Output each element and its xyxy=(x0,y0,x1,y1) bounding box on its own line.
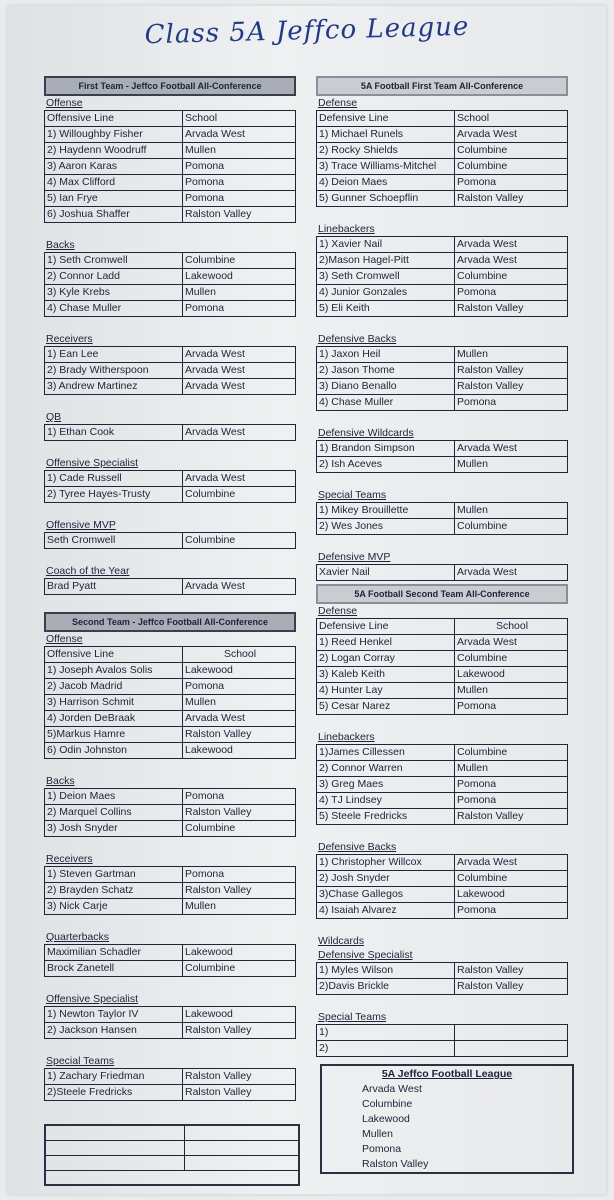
player-school: Mullen xyxy=(457,348,488,360)
player-school: Mullen xyxy=(457,458,488,470)
coach-title: Coach of the Year xyxy=(46,565,130,577)
table-row xyxy=(316,979,568,995)
player-name: 2) Jacob Madrid xyxy=(45,679,183,694)
player-name: Maximilian Schadler xyxy=(45,945,183,960)
empty-row xyxy=(46,1126,298,1141)
player-school: Arvada West xyxy=(185,712,245,724)
player-school: Columbine xyxy=(457,160,508,172)
player-name: 5) Eli Keith xyxy=(317,301,455,316)
player-school: Pomona xyxy=(185,302,225,314)
player-name: 2) Ish Aceves xyxy=(317,457,455,472)
player-school: Ralston Valley xyxy=(457,810,524,822)
player-name: 1) Ean Lee xyxy=(45,347,183,362)
blank-row xyxy=(316,825,568,840)
defense-title: Defense xyxy=(318,97,358,109)
player-school: Ralston Valley xyxy=(457,364,524,376)
blank-row xyxy=(44,503,296,518)
player-name: 2) Jackson Hansen xyxy=(45,1023,183,1038)
player-name: 2) Wes Jones xyxy=(317,519,455,534)
player-school: Lakewood xyxy=(185,744,233,756)
player-name: 1) Ethan Cook xyxy=(45,425,183,440)
table-header-row xyxy=(44,110,296,127)
defensive-mvp-title: Defensive MVP xyxy=(318,551,391,563)
table-row xyxy=(316,1041,568,1057)
defensive-backs-title: Defensive Backs xyxy=(318,333,397,345)
player-school: Ralston Valley xyxy=(457,964,524,976)
blank-row xyxy=(316,919,568,934)
player-name: 2) Josh Snyder xyxy=(317,871,455,886)
player-name: 2)Steele Fredricks xyxy=(45,1085,183,1100)
blank-row xyxy=(316,535,568,550)
school-header: School xyxy=(223,648,257,660)
player-school: Lakewood xyxy=(457,888,505,900)
player-name: 1) Reed Henkel xyxy=(317,635,455,650)
player-school: Columbine xyxy=(185,962,236,974)
player-name: 3) Josh Snyder xyxy=(45,821,183,836)
table-row xyxy=(316,667,568,683)
player-name: 3) Andrew Martinez xyxy=(45,379,183,394)
blank-row xyxy=(316,995,568,1010)
player-school: Pomona xyxy=(457,176,497,188)
second-team-defense-column xyxy=(316,584,568,1057)
player-name: 4) Chase Muller xyxy=(317,395,455,410)
player-school: Pomona xyxy=(185,868,225,880)
player-school: Arvada West xyxy=(185,364,245,376)
blank-row xyxy=(44,317,296,332)
player-name: 1) Steven Gartman xyxy=(45,867,183,882)
player-name: 2) Connor Warren xyxy=(317,761,455,776)
special-teams-title: Special Teams xyxy=(46,1055,115,1067)
table-row xyxy=(316,269,568,285)
player-school: Ralston Valley xyxy=(185,728,252,740)
player-name: 5) Ian Frye xyxy=(45,191,183,206)
table-row xyxy=(44,252,296,269)
blank-row xyxy=(44,759,296,774)
player-school: Arvada West xyxy=(457,636,517,648)
table-row xyxy=(44,821,296,837)
player-school: Arvada West xyxy=(457,566,517,578)
player-school: Pomona xyxy=(457,700,497,712)
empty-row xyxy=(46,1156,298,1171)
table-row xyxy=(44,363,296,379)
blank-row xyxy=(316,473,568,488)
player-name: 3) Nick Carje xyxy=(45,899,183,914)
table-row xyxy=(44,424,296,441)
player-name: 5)Markus Hamre xyxy=(45,727,183,742)
player-school: Mullen xyxy=(457,762,488,774)
player-name: Brock Zanetell xyxy=(45,961,183,976)
position-header: Offensive Line xyxy=(45,111,183,126)
player-school: Arvada West xyxy=(457,442,517,454)
player-name: 6) Joshua Shaffer xyxy=(45,207,183,222)
table-row xyxy=(44,470,296,487)
table-row xyxy=(44,944,296,961)
quarterbacks-title: Quarterbacks xyxy=(46,931,110,943)
blank-row xyxy=(316,317,568,332)
blank-row xyxy=(44,915,296,930)
table-row xyxy=(316,744,568,761)
player-name: 2) Rocky Shields xyxy=(317,143,455,158)
offensive-mvp-title: Offensive MVP xyxy=(46,519,116,531)
player-name: 1) Xavier Nail xyxy=(317,237,455,252)
player-school: Mullen xyxy=(457,684,488,696)
table-row xyxy=(44,1023,296,1039)
table-row xyxy=(316,871,568,887)
table-row xyxy=(316,887,568,903)
player-school: Lakewood xyxy=(185,1008,233,1020)
player-school: Columbine xyxy=(185,254,236,266)
player-name: 2)Davis Brickle xyxy=(317,979,455,994)
blank-row xyxy=(44,1039,296,1054)
team-header: 5A Football Second Team All-Conference xyxy=(316,584,568,604)
player-school xyxy=(455,1025,567,1040)
player-school: Arvada West xyxy=(185,128,245,140)
player-name: 1) Deion Maes xyxy=(45,789,183,804)
table-row xyxy=(316,457,568,473)
table-row xyxy=(316,962,568,979)
player-name: 1) Newton Taylor IV xyxy=(45,1007,183,1022)
player-name: 3) Harrison Schmit xyxy=(45,695,183,710)
league-school: Columbine xyxy=(362,1098,413,1110)
league-school: Pomona xyxy=(362,1143,402,1155)
player-name: 2) Tyree Hayes-Trusty xyxy=(45,487,183,502)
table-row xyxy=(44,285,296,301)
player-school: Pomona xyxy=(457,794,497,806)
table-row xyxy=(316,564,568,581)
defensive-backs-title: Defensive Backs xyxy=(318,841,397,853)
table-row xyxy=(316,1024,568,1041)
school-header: School xyxy=(457,112,490,124)
table-row xyxy=(316,683,568,699)
position-header: Offensive Line xyxy=(45,647,183,662)
player-school: Columbine xyxy=(185,488,236,500)
player-school: Pomona xyxy=(457,286,497,298)
table-row xyxy=(316,635,568,651)
table-row xyxy=(316,143,568,159)
blank-row xyxy=(44,837,296,852)
second-team-offense-column xyxy=(44,612,296,1101)
player-name: 4) Jorden DeBraak xyxy=(45,711,183,726)
defensive-specialist-title: Defensive Specialist xyxy=(318,949,413,961)
player-school: Pomona xyxy=(185,176,225,188)
player-school: Columbine xyxy=(457,652,508,664)
table-row xyxy=(316,903,568,919)
player-name: 1) Mikey Brouillette xyxy=(317,503,455,518)
receivers-title: Receivers xyxy=(46,333,93,345)
player-school: Mullen xyxy=(185,286,216,298)
player-name: 1) Brandon Simpson xyxy=(317,441,455,456)
league-box xyxy=(320,1064,574,1174)
player-school: Ralston Valley xyxy=(457,980,524,992)
table-row xyxy=(44,143,296,159)
player-name: 3)Chase Gallegos xyxy=(317,887,455,902)
player-school: Mullen xyxy=(185,900,216,912)
blank-row xyxy=(44,977,296,992)
player-name: 4) Isaiah Alvarez xyxy=(317,903,455,918)
player-name: 2) Connor Ladd xyxy=(45,269,183,284)
player-name: 2) Haydenn Woodruff xyxy=(45,143,183,158)
player-school: Ralston Valley xyxy=(185,1070,252,1082)
team-header: First Team - Jeffco Football All-Conference xyxy=(44,76,296,96)
player-school: Mullen xyxy=(457,504,488,516)
player-name: 3) Diano Benallo xyxy=(317,379,455,394)
offense-title: Offense xyxy=(46,633,83,645)
league-school: Ralston Valley xyxy=(362,1158,429,1170)
player-school: Pomona xyxy=(185,680,225,692)
player-school: Columbine xyxy=(457,270,508,282)
table-row xyxy=(316,236,568,253)
player-name: 2) Brayden Schatz xyxy=(45,883,183,898)
team-header: 5A Football First Team All-Conference xyxy=(316,76,568,96)
player-school: Lakewood xyxy=(185,270,233,282)
player-school: Arvada West xyxy=(457,856,517,868)
backs-title: Backs xyxy=(46,775,75,787)
player-name: 2) Jason Thome xyxy=(317,363,455,378)
player-school: Ralston Valley xyxy=(185,806,252,818)
table-row xyxy=(44,532,296,549)
table-row xyxy=(44,805,296,821)
player-name: 1) Joseph Avalos Solis xyxy=(45,663,183,678)
player-name: 2) Brady Witherspoon xyxy=(45,363,183,378)
table-row xyxy=(44,727,296,743)
table-row xyxy=(44,346,296,363)
table-row xyxy=(316,379,568,395)
table-row xyxy=(44,663,296,679)
player-school: Arvada West xyxy=(185,380,245,392)
player-name: 5) Cesar Narez xyxy=(317,699,455,714)
player-name: 3) Kaleb Keith xyxy=(317,667,455,682)
player-school: Arvada West xyxy=(457,128,517,140)
player-name: 1) Michael Runels xyxy=(317,127,455,142)
player-school: Arvada West xyxy=(185,348,245,360)
table-row xyxy=(44,1068,296,1085)
player-name: 1) Christopher Willcox xyxy=(317,855,455,870)
player-name: 1) Jaxon Heil xyxy=(317,347,455,362)
player-school: Columbine xyxy=(457,746,508,758)
school-header: School xyxy=(185,112,218,124)
player-school: Ralston Valley xyxy=(185,1024,252,1036)
table-row xyxy=(44,883,296,899)
position-header: Defensive Line xyxy=(317,111,455,126)
player-name: 1) Cade Russell xyxy=(45,471,183,486)
first-team-offense-column xyxy=(44,76,296,595)
player-school: Pomona xyxy=(185,160,225,172)
table-row xyxy=(44,961,296,977)
first-team-defense-column xyxy=(316,76,568,581)
table-row xyxy=(44,743,296,759)
table-row xyxy=(44,788,296,805)
blank-row xyxy=(316,207,568,222)
table-row xyxy=(316,191,568,207)
offensive-specialist-title: Offensive Specialist xyxy=(46,993,139,1005)
player-school: Pomona xyxy=(457,396,497,408)
team-header: Second Team - Jeffco Football All-Conference xyxy=(44,612,296,632)
player-name: 2) Logan Corray xyxy=(317,651,455,666)
wildcards-title: Wildcards xyxy=(318,935,365,947)
player-name: 4) TJ Lindsey xyxy=(317,793,455,808)
table-row xyxy=(316,440,568,457)
player-name: 4) Deion Maes xyxy=(317,175,455,190)
linebackers-title: Linebackers xyxy=(318,223,375,235)
table-row xyxy=(44,866,296,883)
table-row xyxy=(44,207,296,223)
table-header-row xyxy=(44,646,296,663)
table-row xyxy=(44,159,296,175)
league-title: 5A Jeffco Football League xyxy=(381,1068,513,1080)
player-school: Ralston Valley xyxy=(457,192,524,204)
table-row xyxy=(316,519,568,535)
player-school: Arvada West xyxy=(185,472,245,484)
qb-title: QB xyxy=(46,411,62,423)
player-name: 3) Kyle Krebs xyxy=(45,285,183,300)
player-name: 1) xyxy=(317,1025,455,1040)
offensive-specialist-title: Offensive Specialist xyxy=(46,457,139,469)
blank-row xyxy=(44,395,296,410)
table-row xyxy=(316,253,568,269)
player-name: 5) Steele Fredricks xyxy=(317,809,455,824)
special-teams-title: Special Teams xyxy=(318,1011,387,1023)
player-school: Ralston Valley xyxy=(185,208,252,220)
player-school: Pomona xyxy=(457,904,497,916)
player-name: 4) Hunter Lay xyxy=(317,683,455,698)
league-school: Lakewood xyxy=(362,1113,410,1125)
table-row xyxy=(316,793,568,809)
player-name: Brad Pyatt xyxy=(45,579,183,594)
player-school: Arvada West xyxy=(185,580,245,592)
empty-row xyxy=(46,1141,298,1156)
table-row xyxy=(316,777,568,793)
player-school: Ralston Valley xyxy=(457,380,524,392)
table-row xyxy=(44,1085,296,1101)
table-row xyxy=(316,127,568,143)
table-row xyxy=(316,699,568,715)
player-name: 3) Seth Cromwell xyxy=(317,269,455,284)
empty-table-box xyxy=(44,1124,300,1186)
player-name: 3) Greg Maes xyxy=(317,777,455,792)
table-row xyxy=(316,346,568,363)
player-name: 6) Odin Johnston xyxy=(45,743,183,758)
player-school: Lakewood xyxy=(457,668,505,680)
table-row xyxy=(316,175,568,191)
player-school: Ralston Valley xyxy=(457,302,524,314)
player-name: 1) Zachary Friedman xyxy=(45,1069,183,1084)
player-name: 2) Marquel Collins xyxy=(45,805,183,820)
player-school: Mullen xyxy=(185,696,216,708)
table-row xyxy=(44,578,296,595)
player-school: Ralston Valley xyxy=(185,884,252,896)
table-row xyxy=(316,363,568,379)
backs-title: Backs xyxy=(46,239,75,251)
player-school: Columbine xyxy=(457,144,508,156)
player-name: 2)Mason Hagel-Pitt xyxy=(317,253,455,268)
player-school: Pomona xyxy=(185,790,225,802)
position-header: Defensive Line xyxy=(317,619,455,634)
table-row xyxy=(316,301,568,317)
offense-title: Offense xyxy=(46,97,83,109)
table-row xyxy=(44,1006,296,1023)
player-school: Arvada West xyxy=(185,426,245,438)
player-school: Columbine xyxy=(185,534,236,546)
player-name: 4) Junior Gonzales xyxy=(317,285,455,300)
table-row xyxy=(44,301,296,317)
player-name: 1) Willoughby Fisher xyxy=(45,127,183,142)
player-school: Lakewood xyxy=(185,664,233,676)
table-row xyxy=(44,175,296,191)
table-row xyxy=(44,679,296,695)
table-row xyxy=(44,695,296,711)
table-row xyxy=(44,487,296,503)
player-school: Columbine xyxy=(457,872,508,884)
player-school: Columbine xyxy=(457,520,508,532)
player-name: 1) Seth Cromwell xyxy=(45,253,183,268)
special-teams-title: Special Teams xyxy=(318,489,387,501)
player-school: Pomona xyxy=(185,192,225,204)
player-school: Pomona xyxy=(457,778,497,790)
handwritten-title: Class 5A Jeffco League xyxy=(144,11,470,51)
league-school: Mullen xyxy=(362,1128,393,1140)
player-school: Arvada West xyxy=(457,238,517,250)
receivers-title: Receivers xyxy=(46,853,93,865)
table-row xyxy=(316,854,568,871)
player-name: 1)James Cillessen xyxy=(317,745,455,760)
blank-row xyxy=(316,411,568,426)
defensive-wildcards-title: Defensive Wildcards xyxy=(318,427,414,439)
table-row xyxy=(316,159,568,175)
player-school: Mullen xyxy=(185,144,216,156)
league-school-list xyxy=(322,1082,572,1172)
table-row xyxy=(44,379,296,395)
defense-title: Defense xyxy=(318,605,358,617)
player-name: 1) Myles Wilson xyxy=(317,963,455,978)
player-name: Xavier Nail xyxy=(317,565,455,580)
table-header-row xyxy=(316,110,568,127)
player-name: 3) Trace Williams-Mitchel xyxy=(317,159,455,174)
player-name: 5) Gunner Schoepflin xyxy=(317,191,455,206)
table-row xyxy=(44,899,296,915)
table-row xyxy=(316,285,568,301)
school-header: School xyxy=(495,620,529,632)
player-name: 3) Aaron Karas xyxy=(45,159,183,174)
table-row xyxy=(316,395,568,411)
table-row xyxy=(44,191,296,207)
player-school: Lakewood xyxy=(185,946,233,958)
player-school: Columbine xyxy=(185,822,236,834)
player-school: Ralston Valley xyxy=(185,1086,252,1098)
player-name: 2) xyxy=(317,1041,455,1056)
player-name: 4) Max Clifford xyxy=(45,175,183,190)
table-row xyxy=(316,651,568,667)
player-name: 4) Chase Muller xyxy=(45,301,183,316)
blank-row xyxy=(44,549,296,564)
linebackers-title: Linebackers xyxy=(318,731,375,743)
table-header-row xyxy=(316,618,568,635)
blank-row xyxy=(44,441,296,456)
player-school: Arvada West xyxy=(457,254,517,266)
blank-row xyxy=(44,223,296,238)
table-row xyxy=(316,502,568,519)
player-name: Seth Cromwell xyxy=(45,533,183,548)
table-row xyxy=(44,127,296,143)
league-school: Arvada West xyxy=(362,1083,422,1095)
table-row xyxy=(316,809,568,825)
player-school xyxy=(455,1041,567,1056)
table-row xyxy=(44,269,296,285)
table-row xyxy=(316,761,568,777)
table-row xyxy=(44,711,296,727)
blank-row xyxy=(316,715,568,730)
